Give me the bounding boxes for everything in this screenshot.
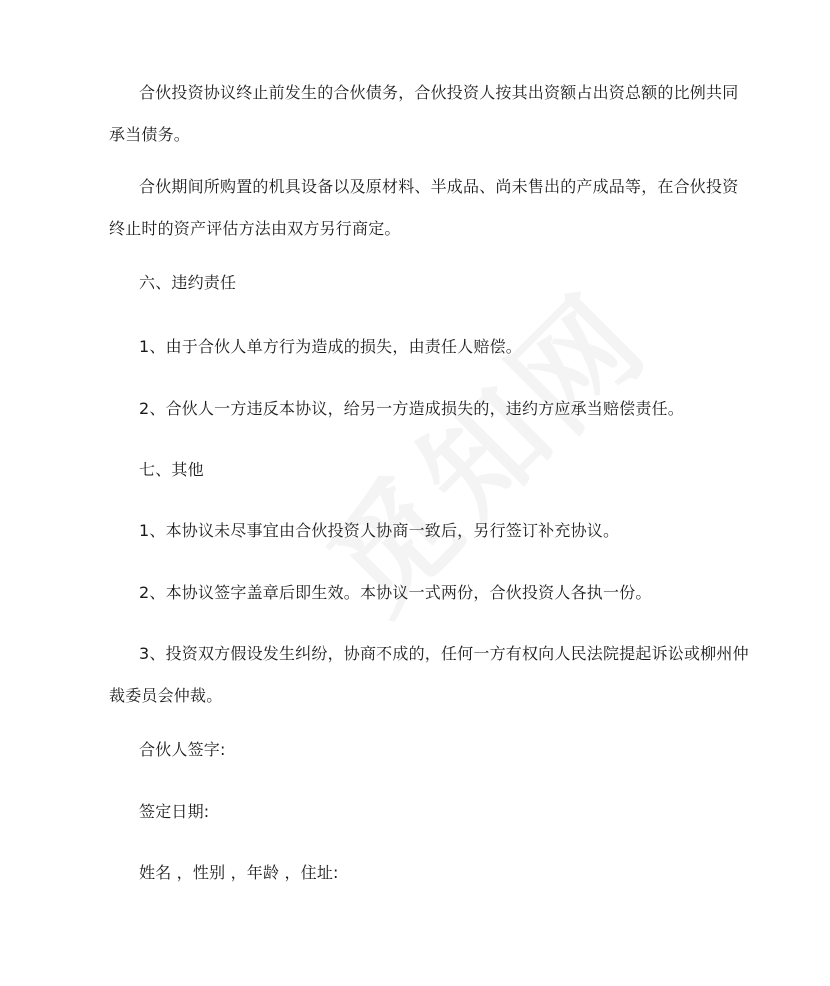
clause-other-2: 2、本协议签字盖章后即生效。本协议一式两份，合伙投资人各执一份。	[139, 583, 652, 602]
signing-date-label: 签定日期:	[139, 802, 210, 821]
clause-other-3: 3、投资双方假设发生纠纷，协商不成的，任何一方有权向人民法院提起诉讼或柳州仲裁委员会仲裁。	[109, 644, 749, 705]
personal-info-label: 姓名 ，性别 ，年龄 ，住址:	[139, 863, 339, 882]
clause-breach-2: 2、合伙人一方违反本协议，给另一方造成损失的，违约方应承当赔偿责任。	[139, 399, 684, 418]
partner-signature-label: 合伙人签字:	[139, 740, 226, 759]
clause-breach-1: 1、由于合伙人单方行为造成的损失，由责任人赔偿。	[139, 337, 522, 356]
paragraph-asset-valuation: 合伙期间所购置的机具设备以及原材料、半成品、尚未售出的产成品等，在合伙投资终止时的资产评估方法由双方另行商定。	[109, 177, 739, 238]
section-heading-other: 七、其他	[139, 460, 204, 479]
clause-other-1: 1、本协议未尽事宜由合伙投资人协商一致后，另行签订补充协议。	[139, 521, 620, 540]
paragraph-debt-liability: 合伙投资协议终止前发生的合伙债务，合伙投资人按其出资额占出资总额的比例共同承当债务。	[109, 83, 739, 144]
section-heading-breach: 六、违约责任	[139, 273, 237, 292]
